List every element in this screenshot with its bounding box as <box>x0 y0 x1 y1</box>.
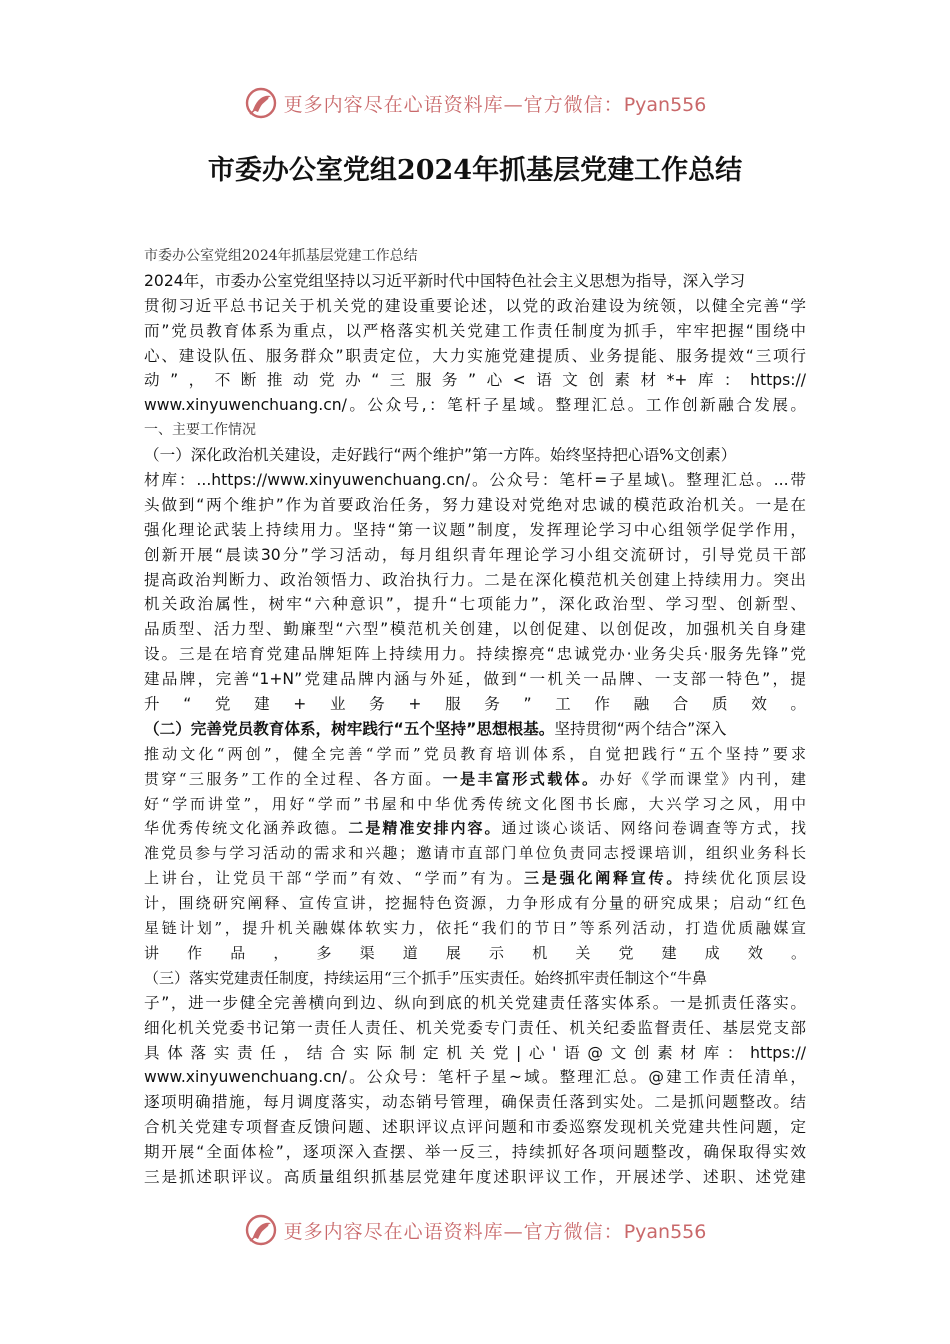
text-segment: 机关政治属性，树牢“六种意识”，提升“七项能力”，深化政治型、学习型、创新型、 <box>144 595 806 614</box>
text-line <box>144 692 806 717</box>
text-line <box>144 1090 806 1115</box>
text-segment: 2024年，市委办公室党组坚持以习近平新时代中国特色社会主义思想为指导，深入学习 <box>144 271 746 290</box>
text-segment: （一）深化政治机关建设，走好践行“两个维护”第一方阵。始终坚持把心语%文创素） <box>144 446 737 465</box>
text-line <box>144 568 806 593</box>
text-segment: 讲作品，多渠道展示机关党建成效。 <box>144 943 806 962</box>
text-line <box>144 717 806 742</box>
text-line <box>144 344 806 369</box>
text-line <box>144 443 806 468</box>
text-line <box>144 841 806 866</box>
text-segment: 计，围绕研究阐释、宣传宣讲，挖掘特色资源，力争形成有分量的研究成果；启动“红色 <box>144 894 806 913</box>
text-line <box>144 418 806 443</box>
text-segment: 上讲台，让党员干部“学而”有效、“学而”有为。 <box>144 869 525 888</box>
text-line <box>144 816 806 841</box>
text-line <box>144 891 806 916</box>
text-segment: 准党员参与学习活动的需求和兴趣；邀请市直部门单位负责同志授课培训，组织业务科长 <box>144 844 806 863</box>
text-segment: 贯穿“三服务”工作的全过程、各方面。 <box>144 769 443 788</box>
text-segment: 二是精准安排内容。 <box>348 819 502 838</box>
text-line <box>144 642 806 667</box>
text-segment: 创新开展“晨读30分”学习活动，每月组织青年理论学习小组交流研讨，引导党员干部 <box>144 545 806 564</box>
watermark-text: 更多内容尽在心语资料库—官方微信：Pyan556 <box>283 93 707 116</box>
text-segment: 好“学而讲堂”，用好“学而”书屋和中华优秀传统文化图书长廊，大兴学习之风，用中 <box>144 794 806 813</box>
text-segment: www.xinyuwenchuang.cn/。公众号,：笔杆子星域。整理汇总。工作创新融合发展。 <box>144 396 806 415</box>
text-line <box>144 1165 806 1190</box>
text-line <box>144 543 806 568</box>
document-title: 市委办公室党组2024年抓基层党建工作总结 <box>207 155 743 186</box>
watermark-banner-bottom <box>0 1210 950 1250</box>
text-segment: 坚持贯彻“两个结合”深入 <box>554 719 727 738</box>
text-line <box>144 941 806 966</box>
text-segment: 贯彻习近平总书记关于机关党的建设重要论述，以党的政治建设为统领，以健全完善“学 <box>144 296 806 315</box>
text-segment: 头做到“两个维护”作为首要政治任务，努力建设对党绝对忠诚的模范政治机关。一是在 <box>144 495 806 514</box>
text-segment: 推动文化“两创”，健全完善“学而”党员教育培训体系，自觉把践行“五个坚持”要求 <box>144 744 806 763</box>
text-segment: 星链计划”，提升机关融媒体软实力，依托“我们的节日”等系列活动，打造优质融媒宣 <box>144 919 806 938</box>
text-line <box>144 294 806 319</box>
quill-logo-icon <box>244 1213 278 1247</box>
text-line <box>144 617 806 642</box>
text-segment: 升“党建+业务+服务”工作融合质效。 <box>144 695 806 714</box>
text-line <box>144 991 806 1016</box>
text-segment: 市委办公室党组2024年抓基层党建工作总结 <box>144 248 418 264</box>
text-segment: 逐项明确措施，每月调度落实，动态销号管理，确保责任落到实处。二是抓问题整改。结 <box>144 1093 806 1112</box>
text-line <box>144 792 806 817</box>
text-line <box>144 319 806 344</box>
text-line <box>144 966 806 991</box>
text-line <box>144 592 806 617</box>
text-segment: （三）落实党建责任制度，持续运用“三个抓手”压实责任。始终抓牢责任制这个“牛鼻 <box>144 968 708 987</box>
text-segment: 三是抓述职评议。高质量组织抓基层党建年度述职评议工作，开展述学、述职、述党建 <box>144 1167 806 1186</box>
text-line <box>144 1016 806 1041</box>
text-segment: （二）完善党员教育体系，树牢践行“五个坚持”思想根基。 <box>144 719 555 738</box>
text-line <box>144 244 806 269</box>
text-segment: www.xinyuwenchuang.cn/。公众号：笔杆子星~域。整理汇总。@建工作责任清单， <box>144 1068 806 1087</box>
text-line <box>144 1140 806 1165</box>
text-segment: 细化机关党委书记第一责任人责任、机关党委专门责任、机关纪委监督责任、基层党支部 <box>144 1018 806 1037</box>
text-segment: 而”党员教育体系为重点，以严格落实机关党建工作责任制度为抓手，牢牢把握“围绕中 <box>144 321 806 340</box>
text-line <box>144 916 806 941</box>
text-line <box>144 269 806 294</box>
quill-logo-icon <box>244 86 278 120</box>
text-line <box>144 518 806 543</box>
text-line <box>144 493 806 518</box>
text-line <box>144 742 806 767</box>
text-segment: 材库：...https://www.xinyuwenchuang.cn/。公众号：笔杆=子星域\。整理汇总。...带 <box>144 471 806 490</box>
text-segment: 子”，进一步健全完善横向到边、纵向到底的机关党建责任落实体系。一是抓责任落实。 <box>144 993 806 1012</box>
text-segment: 华优秀传统文化涵养政德。 <box>144 819 349 838</box>
text-segment: 一是丰富形式载体。 <box>442 769 600 788</box>
text-segment: 具体落实责任，结合实际制定机关党|心'语@文创素材库：https:// <box>144 1043 806 1062</box>
text-segment: 品质型、活力型、勤廉型“六型”模范机关创建，以创促建、以创促改，加强机关自身建 <box>144 620 806 639</box>
text-line <box>144 1115 806 1140</box>
text-segment: 办好《学而课堂》内刊，建 <box>599 769 806 788</box>
text-line <box>144 393 806 418</box>
watermark-banner-top <box>0 83 950 123</box>
text-segment: 一、主要工作情况 <box>144 422 256 439</box>
text-segment: 提高政治判断力、政治领悟力、政治执行力。二是在深化模范机关创建上持续用力。突出 <box>144 570 806 589</box>
text-segment: 强化理论武装上持续用力。坚持“第一议题”制度，发挥理论学习中心组领学促学作用， <box>144 520 806 539</box>
text-segment: 心、建设队伍、服务群众”职责定位，大力实施党建提质、业务提能、服务提效“三项行 <box>144 346 806 365</box>
text-line <box>144 368 806 393</box>
text-line <box>144 667 806 692</box>
text-line <box>144 767 806 792</box>
text-segment: 三是强化阐释宣传。 <box>524 869 685 888</box>
text-segment: 建品牌，完善“1+N”党建品牌内涵与外延，做到“一机关一品牌、一支部一特色”，提 <box>144 670 806 689</box>
text-line <box>144 866 806 891</box>
text-segment: 持续优化顶层设 <box>684 869 806 888</box>
text-segment: 动”，不断推动党办“三服务”心<语文创素材*+库：https:// <box>144 371 806 390</box>
text-segment: 合机关党建专项督查反馈问题、述职评议点评问题和市委巡察发现机关党建共性问题，定 <box>144 1118 806 1137</box>
text-line <box>144 1065 806 1090</box>
text-line <box>144 468 806 493</box>
watermark-text: 更多内容尽在心语资料库—官方微信：Pyan556 <box>283 1220 707 1243</box>
text-line <box>144 1041 806 1066</box>
document-body <box>144 244 806 1190</box>
text-segment: 期开展“全面体检”，逐项深入查摆、举一反三，持续抓好各项问题整改，确保取得实效 <box>144 1143 806 1162</box>
text-segment: 通过谈心谈话、网络问卷调查等方式，找 <box>501 819 806 838</box>
text-segment: 设。三是在培育党建品牌矩阵上持续用力。持续擦亮“忠诚党办·业务尖兵·服务先锋”党 <box>144 645 806 664</box>
